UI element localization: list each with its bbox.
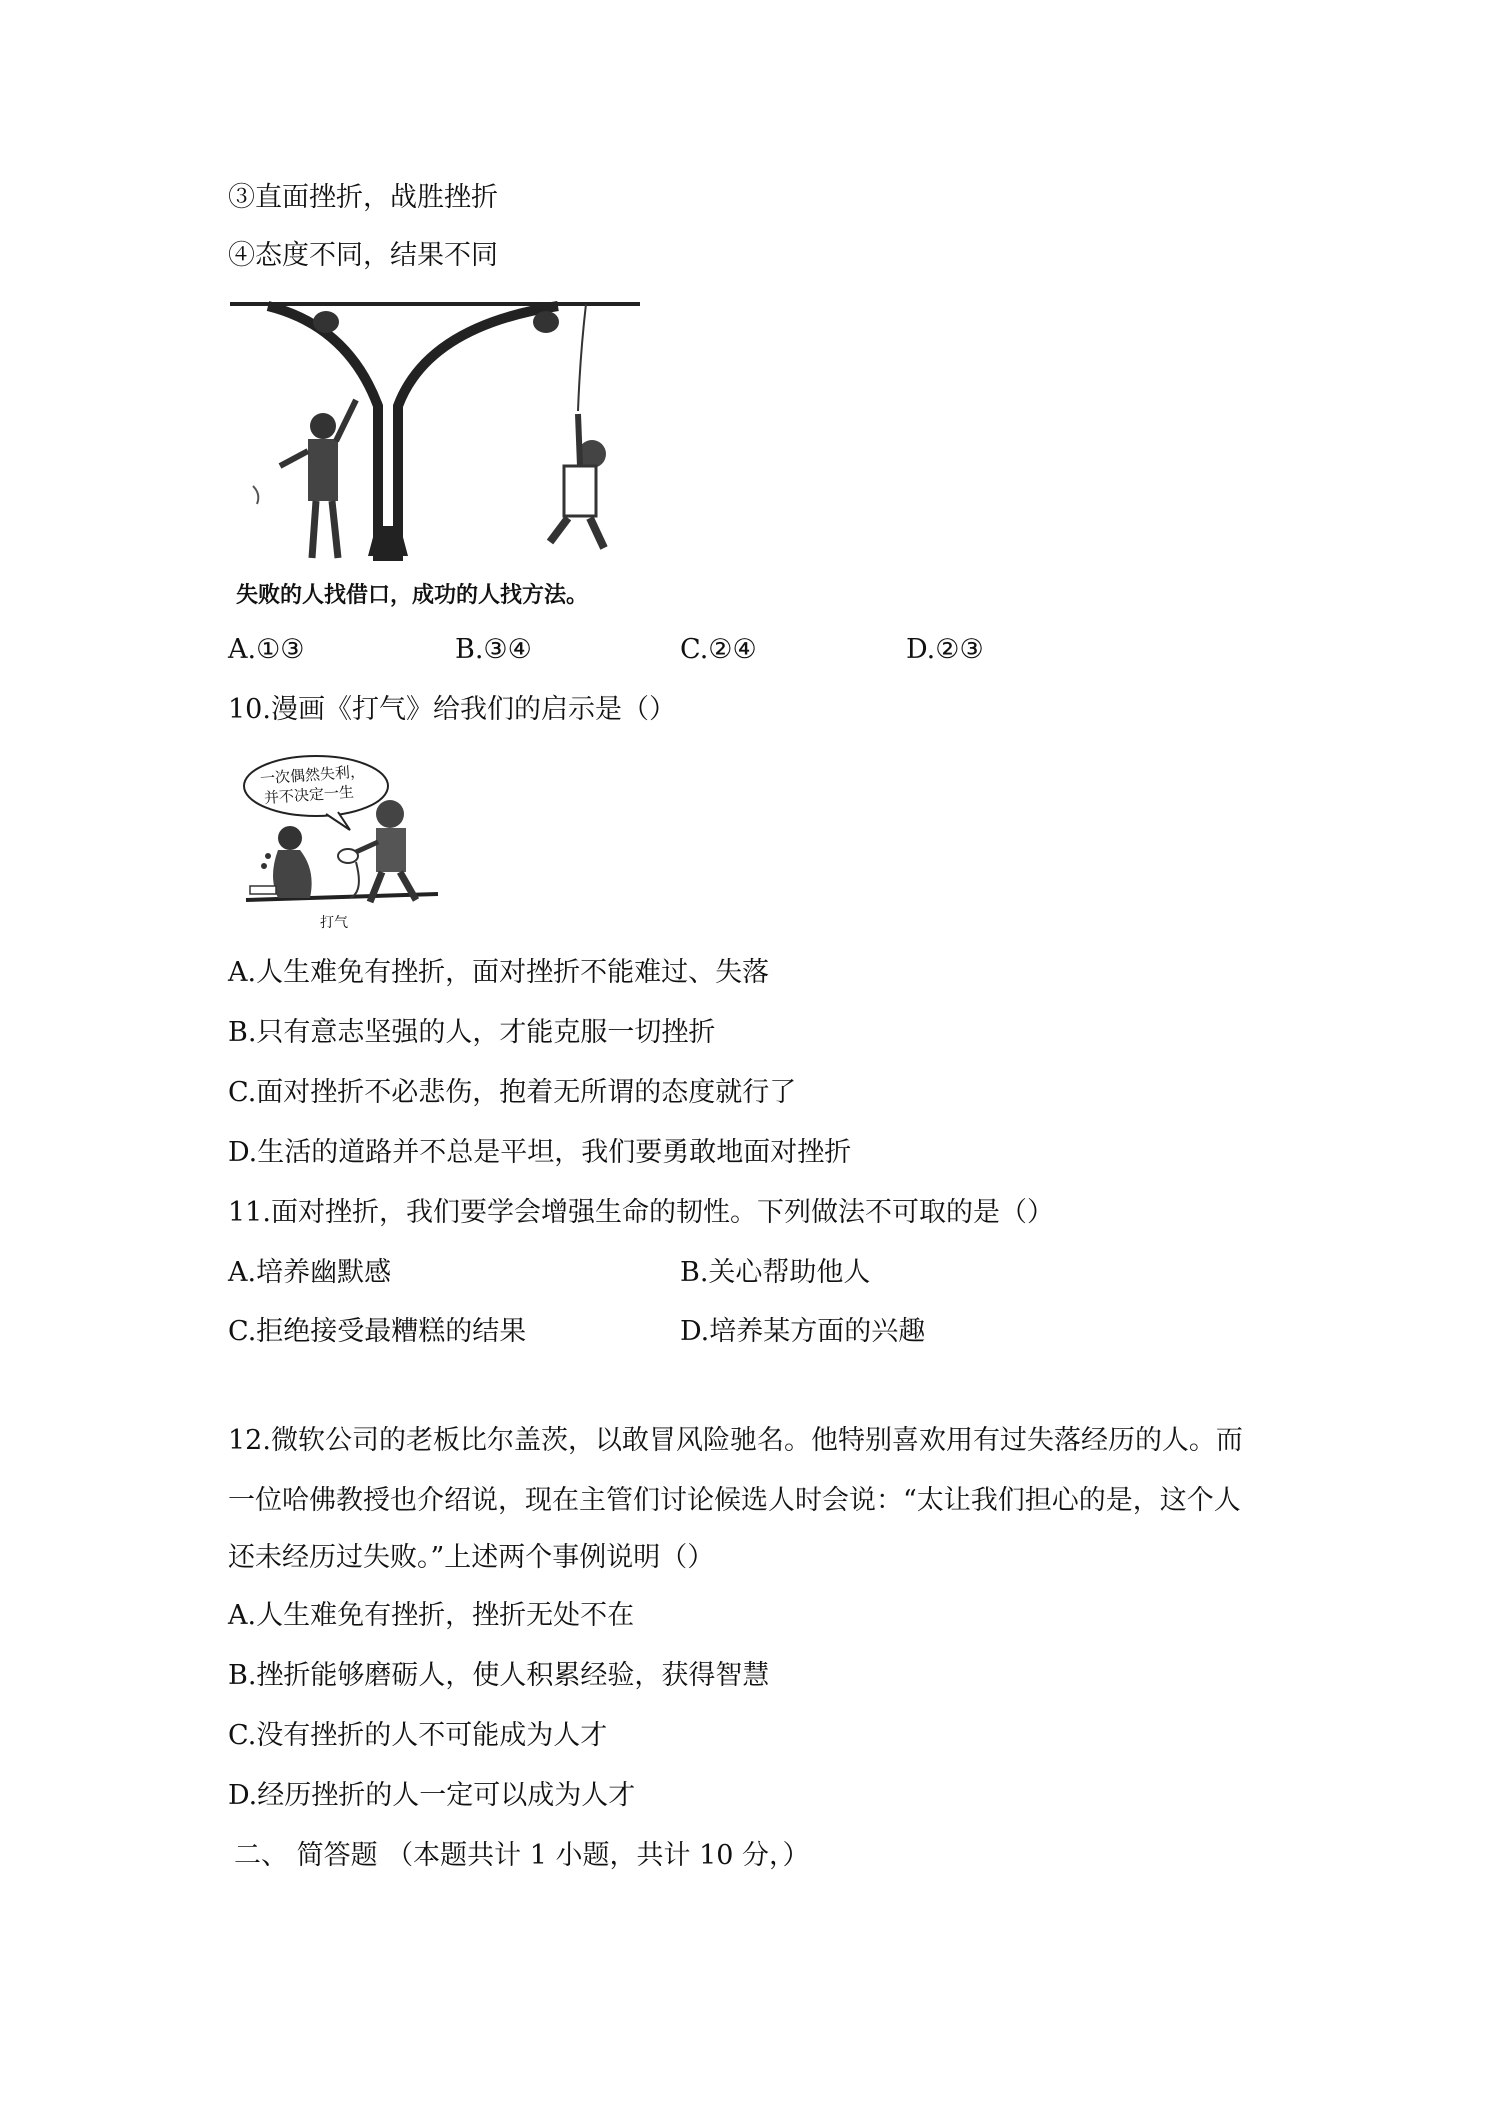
q9-cartoon-caption: 失败的人找借口，成功的人找方法。 [236,583,589,608]
q9-option-c[interactable]: C.②④ [680,634,757,665]
q10-stem: 10.漫画《打气》给我们的启示是（） [228,694,676,725]
q10-bubble-line-2: 并不决定一生 [263,782,355,808]
q10-option-a[interactable]: A.人生难免有挫折，面对挫折不能难过、失落 [228,957,770,988]
q10-cartoon-caption: 打气 [320,915,348,931]
q11-option-c[interactable]: C.拒绝接受最糟糕的结果 [228,1316,527,1347]
q10-cartoon [238,752,453,932]
q12-stem-line-3: 还未经历过失败。”上述两个事例说明（） [228,1542,715,1573]
q9-cartoon-drawing [228,296,648,566]
q10-option-c[interactable]: C.面对挫折不必悲伤，抱着无所谓的态度就行了 [228,1077,797,1108]
q10-bubble-line-1: 一次偶然失利， [259,762,366,788]
q9-option-a[interactable]: A.①③ [228,634,305,665]
q11-option-a[interactable]: A.培养幽默感 [228,1257,392,1288]
q9-cartoon [228,296,648,611]
q11-option-b[interactable]: B.关心帮助他人 [680,1257,871,1288]
q12-option-a[interactable]: A.人生难免有挫折，挫折无处不在 [228,1600,635,1631]
section-2-heading: 二、 简答题 （本题共计 1 小题，共计 10 分，） [234,1840,810,1871]
q12-stem-line-2: 一位哈佛教授也介绍说，现在主管们讨论候选人时会说：“太让我们担心的是，这个人 [228,1485,1241,1516]
q12-option-d[interactable]: D.经历挫折的人一定可以成为人才 [228,1780,636,1811]
q12-option-c[interactable]: C.没有挫折的人不可能成为人才 [228,1720,608,1751]
q9-statement-4: ④态度不同，结果不同 [228,240,498,271]
q10-option-d[interactable]: D.生活的道路并不总是平坦，我们要勇敢地面对挫折 [228,1137,852,1168]
q9-statement-3: ③直面挫折，战胜挫折 [228,182,498,213]
q9-option-b[interactable]: B.③④ [455,634,532,665]
q11-option-d[interactable]: D.培养某方面的兴趣 [680,1316,926,1347]
q10-option-b[interactable]: B.只有意志坚强的人，才能克服一切挫折 [228,1017,716,1048]
q12-stem-line-1: 12.微软公司的老板比尔盖茨，以敢冒风险驰名。他特别喜欢用有过失落经历的人。而 [228,1425,1243,1456]
q12-option-b[interactable]: B.挫折能够磨砺人，使人积累经验，获得智慧 [228,1660,770,1691]
q9-option-d[interactable]: D.②③ [906,634,984,665]
q11-stem: 11.面对挫折，我们要学会增强生命的韧性。下列做法不可取的是（） [228,1197,1054,1228]
